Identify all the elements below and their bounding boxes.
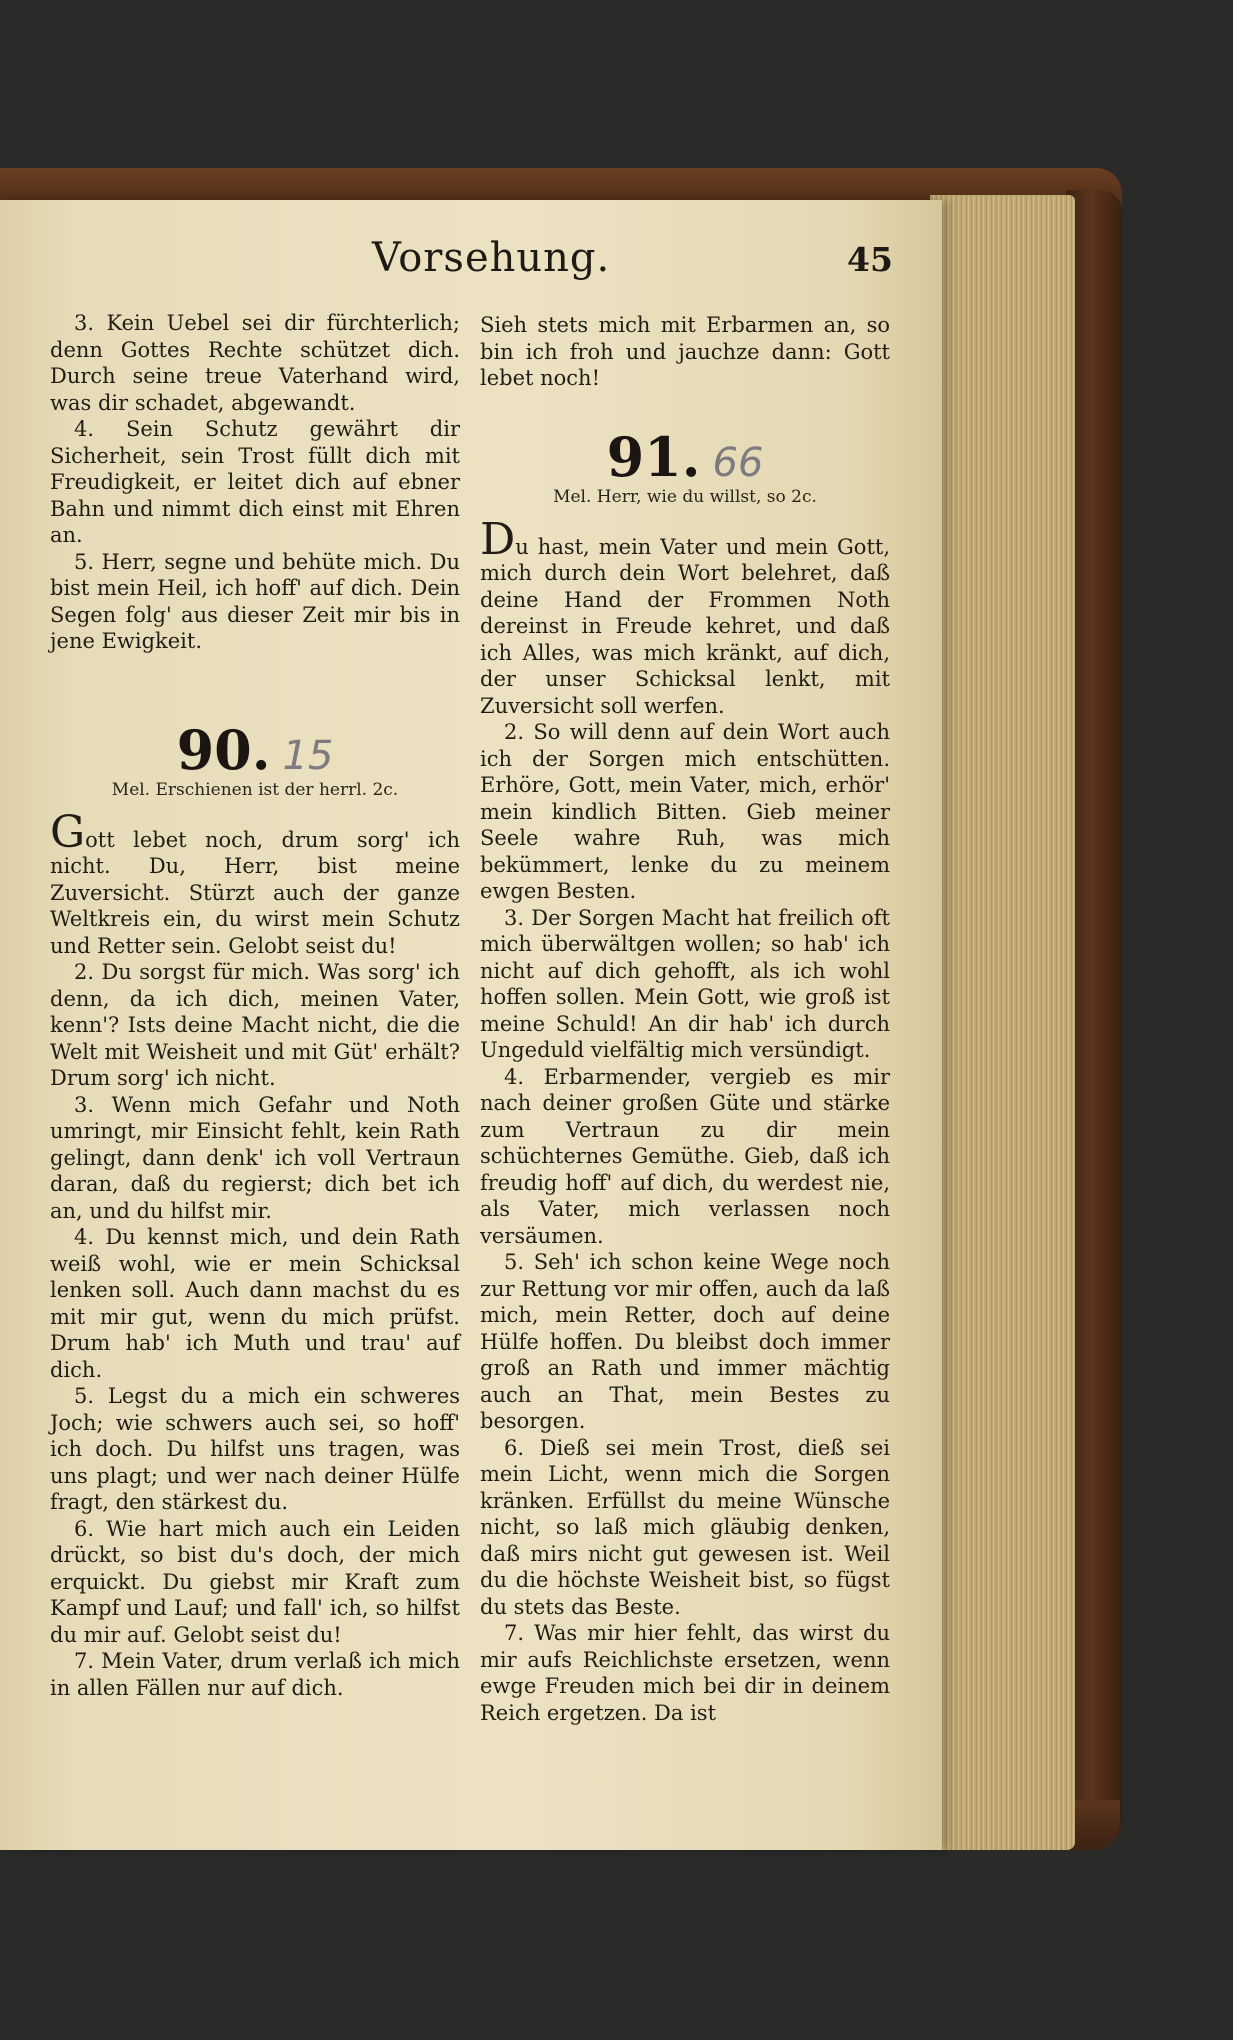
hymn-number-text: 90. — [176, 717, 271, 782]
verse: 6. Dieß sei mein Trost, dieß sei mein Licht, wenn mich die Sorgen kränken. Erfüllst du meine Wünsche nicht, so laß mich gläubig denken, daß mirs nicht gut gewesen ist. Weil du die höchste Weisheit bist, so fügst du stets das Beste. — [480, 1435, 890, 1619]
verse: 2. So will denn auf dein Wort auch ich der Sorgen mich entschütten. Erhöre, Gott, mein Vater, mich, erhör' mein kindlich Bitten. Gieb meiner Seele wahre Ruh, was mich bekümmert, lenke du zu meinem ewgen Besten. — [480, 720, 890, 903]
running-title: Vorsehung. — [372, 235, 611, 281]
verse: 7. Was mir hier fehlt, das wirst du mir aufs Reichlichste ersetzen, wenn ewge Freuden mich bei dir in deinem Reich ergetzen. Da ist — [480, 1621, 890, 1725]
page-number: 45 — [847, 240, 893, 279]
left-column — [50, 310, 460, 1701]
hymn-number — [480, 424, 890, 489]
pencil-annotation: 15 — [282, 732, 334, 779]
hymn-number-text: 91. — [606, 424, 701, 489]
verse: 4. Sein Schutz gewährt dir Sicherheit, sein Trost füllt dich mit Freudigkeit, er leitet dich auf ebner Bahn und nimmt dich einst mit Ehren an. — [50, 417, 460, 547]
verse: 5. Herr, segne und behüte mich. Du bist mein Heil, ich hoff' auf dich. Dein Segen folg' aus dieser Zeit mir bis in jene Ewigkeit. — [50, 549, 460, 653]
verse: 5. Seh' ich schon keine Wege noch zur Rettung vor mir offen, auch da laß mich, mein Retter, doch auf deine Hülfe hoffen. Du bleibst doch immer groß an Rath und immer mächtig auch an That, mein Bestes zu besorgen. — [480, 1250, 890, 1433]
verse: 3. Der Sorgen Macht hat freilich oft mich überwältgen wollen; so hab' ich nicht auf dich gehofft, als ich wohl hoffen sollen. Mein Gott, wie groß ist meine Schuld! An dir hab' ich durch Ungeduld vielfältig mich versündigt. — [480, 905, 890, 1062]
verse: 6. Wie hart mich auch ein Leiden drückt, so bist du's doch, der mich erquickt. Du giebst mir Kraft zum Kampf und Lauf; und fall' ich, so hilfst du mir auf. Gelobt seist du! — [50, 1516, 460, 1647]
verse: Sieh stets mich mit Erbarmen an, so bin ich froh und jauchze dann: Gott lebet noch! — [480, 313, 890, 390]
verse: 2. Du sorgst für mich. Was sorg' ich denn, da ich dich, meinen Vater, kenn'? Ists deine Macht nicht, die die Welt mit Weisheit und mit Güt' erhält? Drum sorg' ich nicht. — [50, 960, 460, 1090]
verse: 4. Du kennst mich, und dein Rath weiß wohl, wie er mein Schicksal lenken soll. Auch dann machst du es mit mir gut, wenn du mich prüfst. Drum hab' ich Muth und trau' auf dich. — [50, 1225, 460, 1382]
verse: 3. Kein Uebel sei dir fürchterlich; denn Gottes Rechte schützet dich. Durch seine treue Vaterhand wird, was dir schadet, abgewandt. — [50, 311, 460, 415]
verse: 7. Mein Vater, drum verlaß ich mich in allen Fällen nur auf dich. — [50, 1649, 460, 1700]
right-column — [480, 312, 890, 1726]
verse: Gott lebet noch, drum sorg' ich nicht. Du, Herr, bist meine Zuversicht. Stürzt auch der ganze Weltkreis ein, du wirst mein Schutz und Retter sein. Gelobt seist du! — [50, 806, 460, 958]
pencil-annotation: 66 — [712, 439, 764, 486]
page-stack-edges — [930, 195, 1075, 1850]
verse: Du hast, mein Vater und mein Gott, mich durch dein Wort belehret, daß deine Hand der Frommen Noth dereinst in Freude kehret, und daß ich Alles, was mich kränkt, auf dich, der unser Schicksal lenkt, mit Zuversicht soll werfen. — [480, 513, 890, 718]
melody-line: Mel. Erschienen ist der herrl. 2c. — [111, 780, 399, 800]
verse: 3. Wenn mich Gefahr und Noth umringt, mir Einsicht fehlt, kein Rath gelingt, dann denk' ich voll Vertraun daran, daß du regierst; dich bet ich an, und du hilfst mir. — [50, 1092, 460, 1223]
verse: 5. Legst du a mich ein schweres Joch; wie schwers auch sei, so hoff' ich doch. Du hilfst uns tragen, was uns plagt; und wer nach deiner Hülfe fragt, den stärkest du. — [50, 1384, 460, 1514]
melody-line: Mel. Herr, wie du willst, so 2c. — [553, 487, 817, 507]
hymn-number — [50, 717, 460, 782]
verse: 4. Erbarmender, vergieb es mir nach deiner großen Güte und stärke zum Vertraun zu dir mein schüchternes Gemüthe. Gieb, daß ich freudig hoff' auf dich, du werdest nie, als Vater, mich verlassen noch versäumen. — [480, 1064, 890, 1248]
